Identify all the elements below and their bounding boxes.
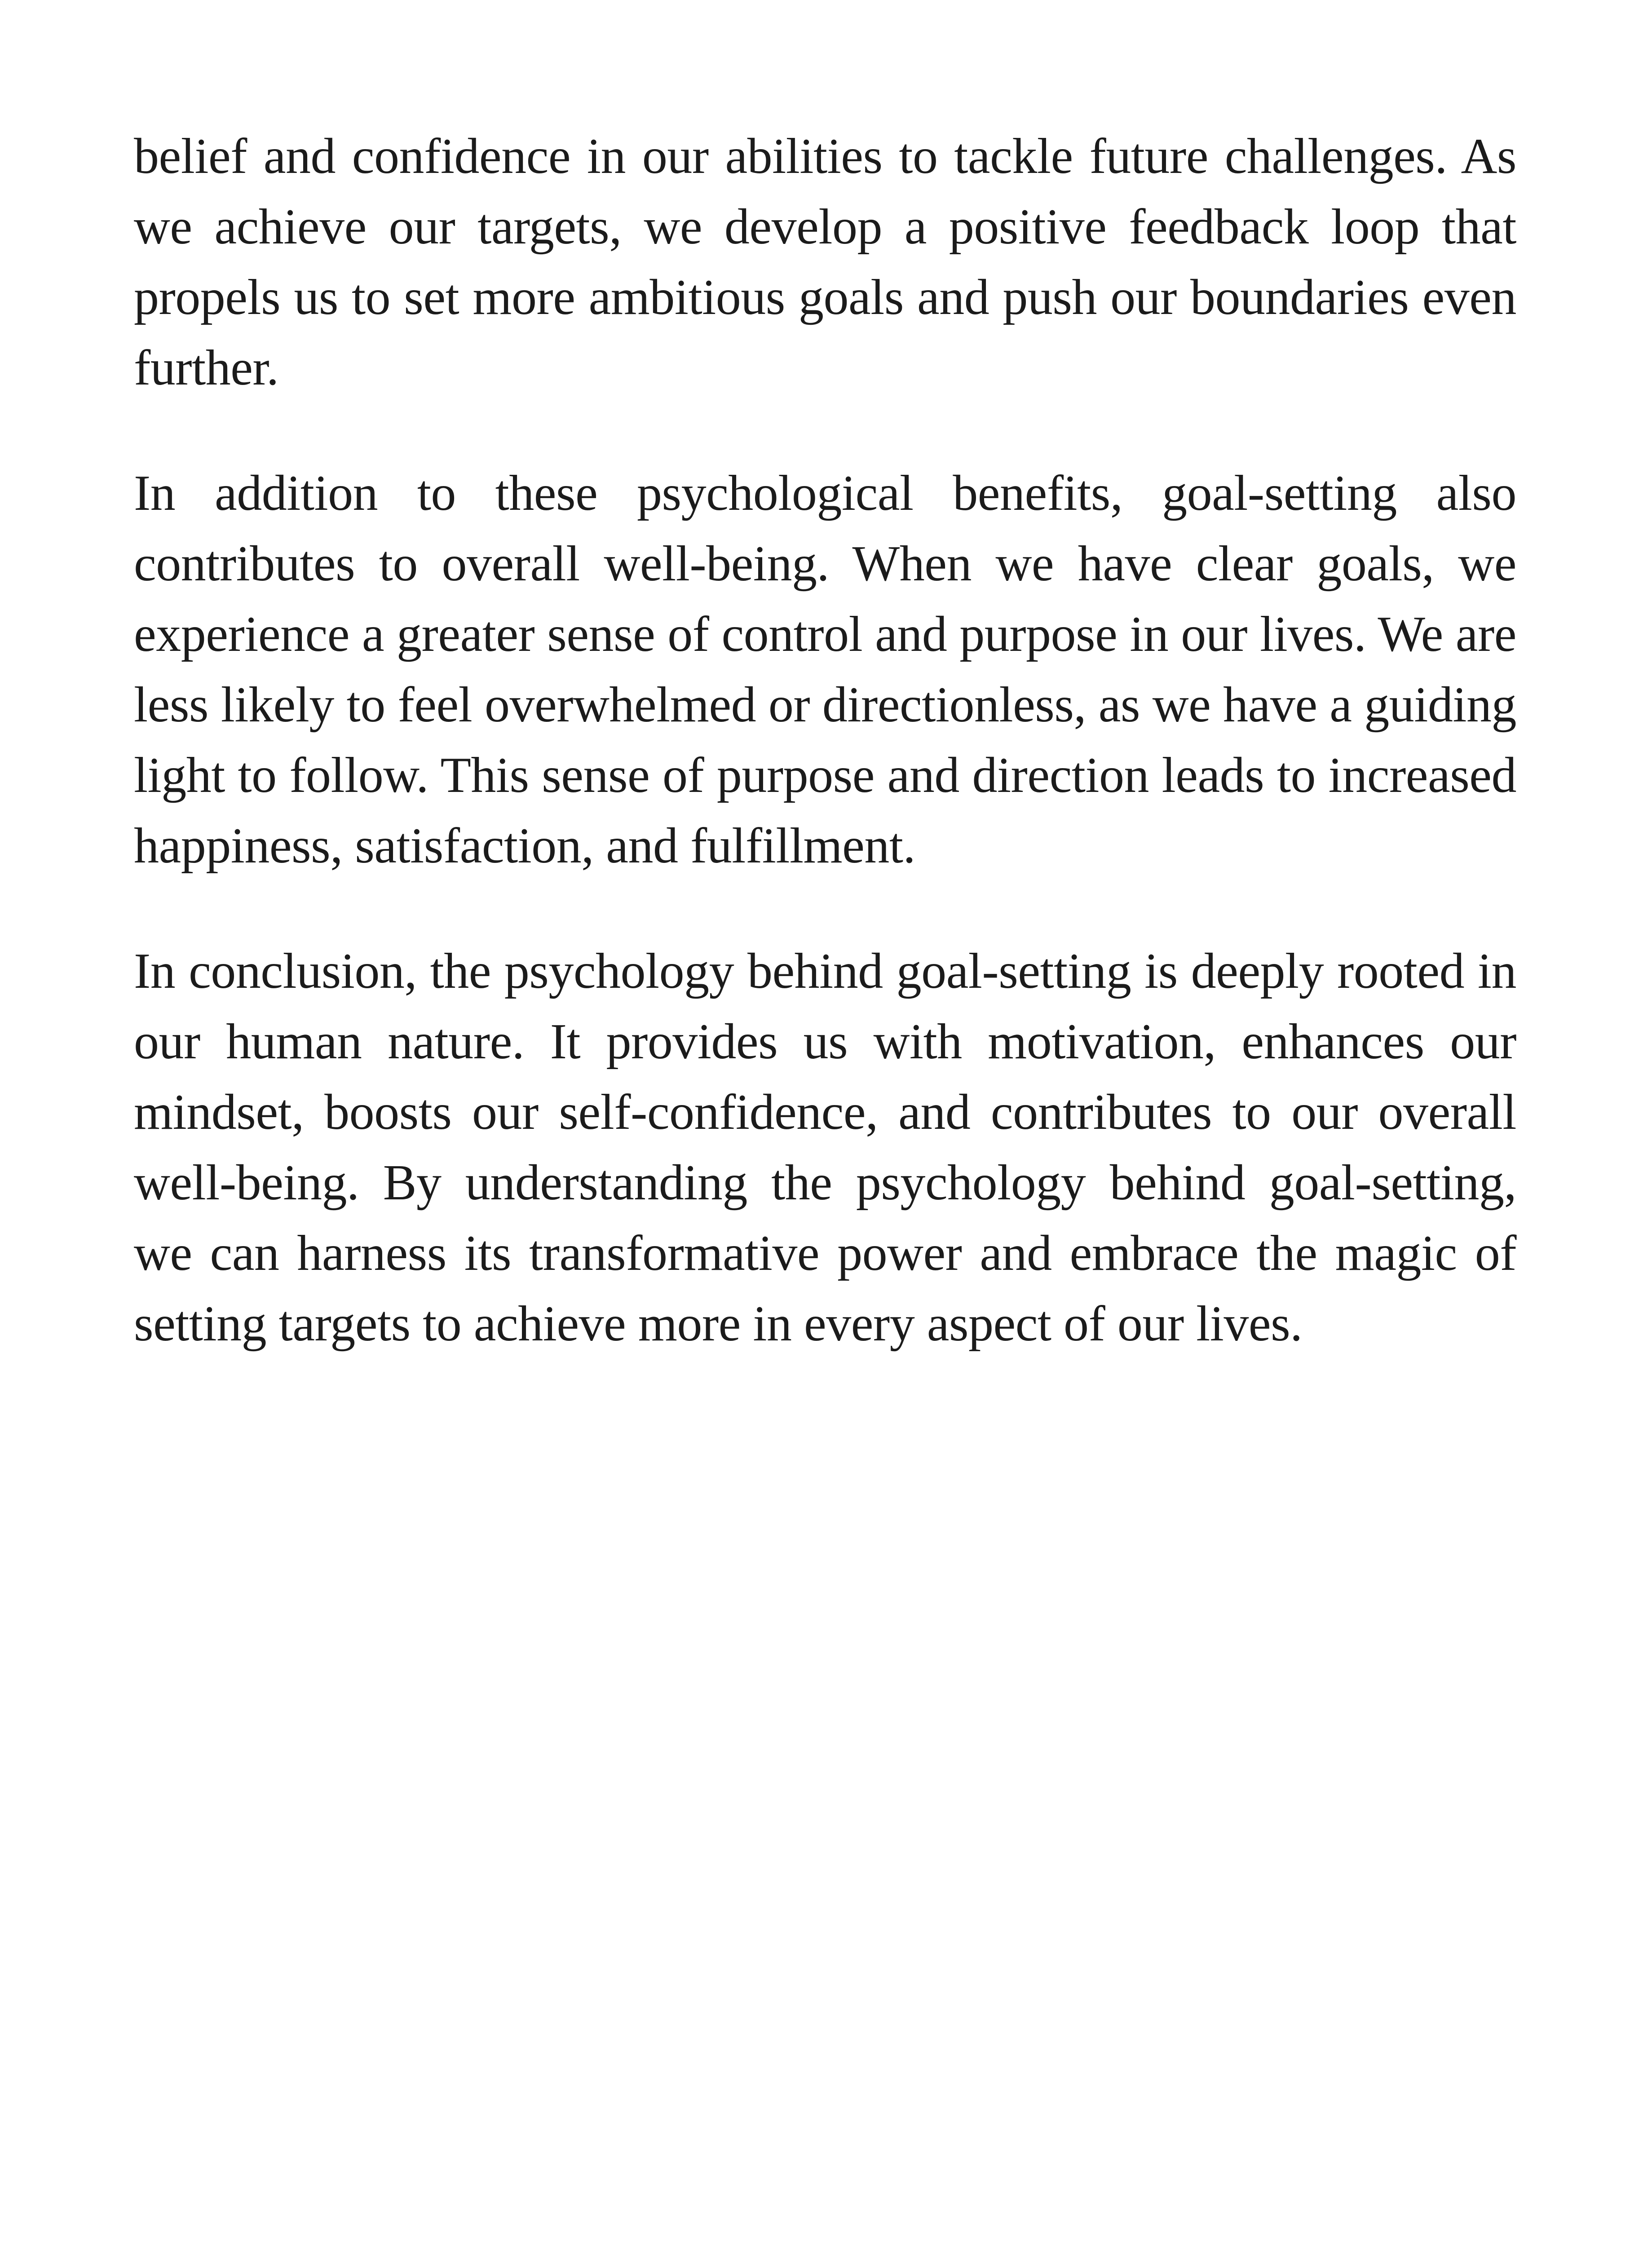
paragraph: In addition to these psychological benefits, goal-setting also contributes to overall well-being. When we have clear goals, we experience a greater sense of control and purpose in our lives. We are less likely to feel overwhelmed or directionless, as we have a guiding light to follow. This sense of purpose and direction leads to increased happiness, satisfaction, and fulfillment. [134,465,1516,874]
paragraph: In conclusion, the psychology behind goal-setting is deeply rooted in our human nature. It provides us with motivation, enhances our mindset, boosts our self-confidence, and contributes to our overall well-being. By understanding the psychology behind goal-setting, we can harness its transformative power and embrace the magic of setting targets to achieve more in every aspect of our lives. [134,943,1516,1352]
body-text [134,121,1516,1414]
paragraph: belief and confidence in our abilities to tackle future challenges. As we achieve our targets, we develop a positive feedback loop that propels us to set more ambitious goals and push our boundaries even further. [134,128,1516,396]
